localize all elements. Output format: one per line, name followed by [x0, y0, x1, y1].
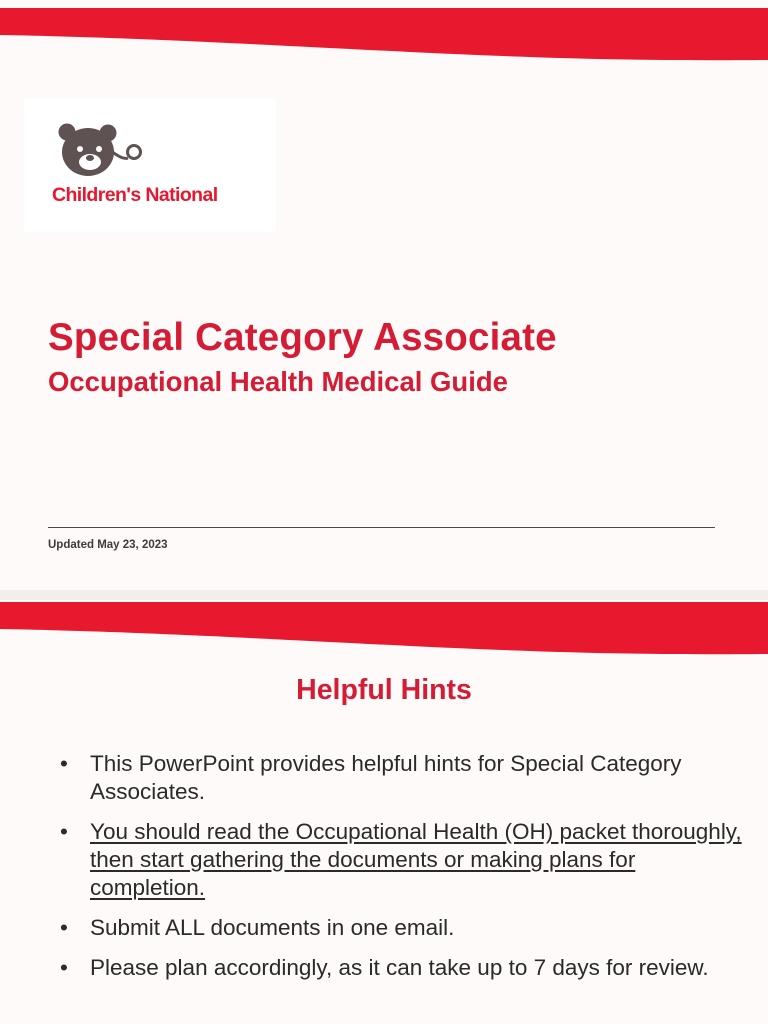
list-item — [58, 914, 748, 942]
hints-slide — [0, 600, 768, 1024]
childrens-national-logo — [24, 98, 276, 232]
bear-with-stethoscope-icon — [56, 120, 156, 180]
hints-list — [58, 750, 748, 994]
cover-title: Special Category Associate — [48, 316, 557, 359]
brand-name: Children's National — [52, 184, 218, 206]
list-item-text: This PowerPoint provides helpful hints for Special Category Associates. — [90, 751, 682, 804]
list-item-text: Submit ALL documents in one email. — [90, 915, 455, 940]
list-item — [58, 818, 748, 902]
hints-title: Helpful Hints — [296, 674, 472, 706]
divider-line — [48, 527, 715, 528]
bullet-icon: • — [60, 819, 68, 844]
list-item — [58, 954, 748, 982]
top-red-banner — [0, 600, 768, 662]
list-item-text: Please plan accordingly, as it can take up to 7 days for review. — [90, 955, 709, 980]
bullet-icon: • — [60, 915, 68, 940]
bullet-icon: • — [60, 955, 68, 980]
list-item — [58, 750, 748, 806]
list-item-text: You should read the Occupational Health (OH) packet thoroughly, then start gathering the documents or making plans for completion. — [90, 819, 742, 900]
top-red-banner — [0, 0, 768, 70]
bullet-icon: • — [60, 751, 68, 776]
cover-subtitle: Occupational Health Medical Guide — [48, 366, 508, 397]
updated-date: Updated May 23, 2023 — [48, 539, 168, 551]
